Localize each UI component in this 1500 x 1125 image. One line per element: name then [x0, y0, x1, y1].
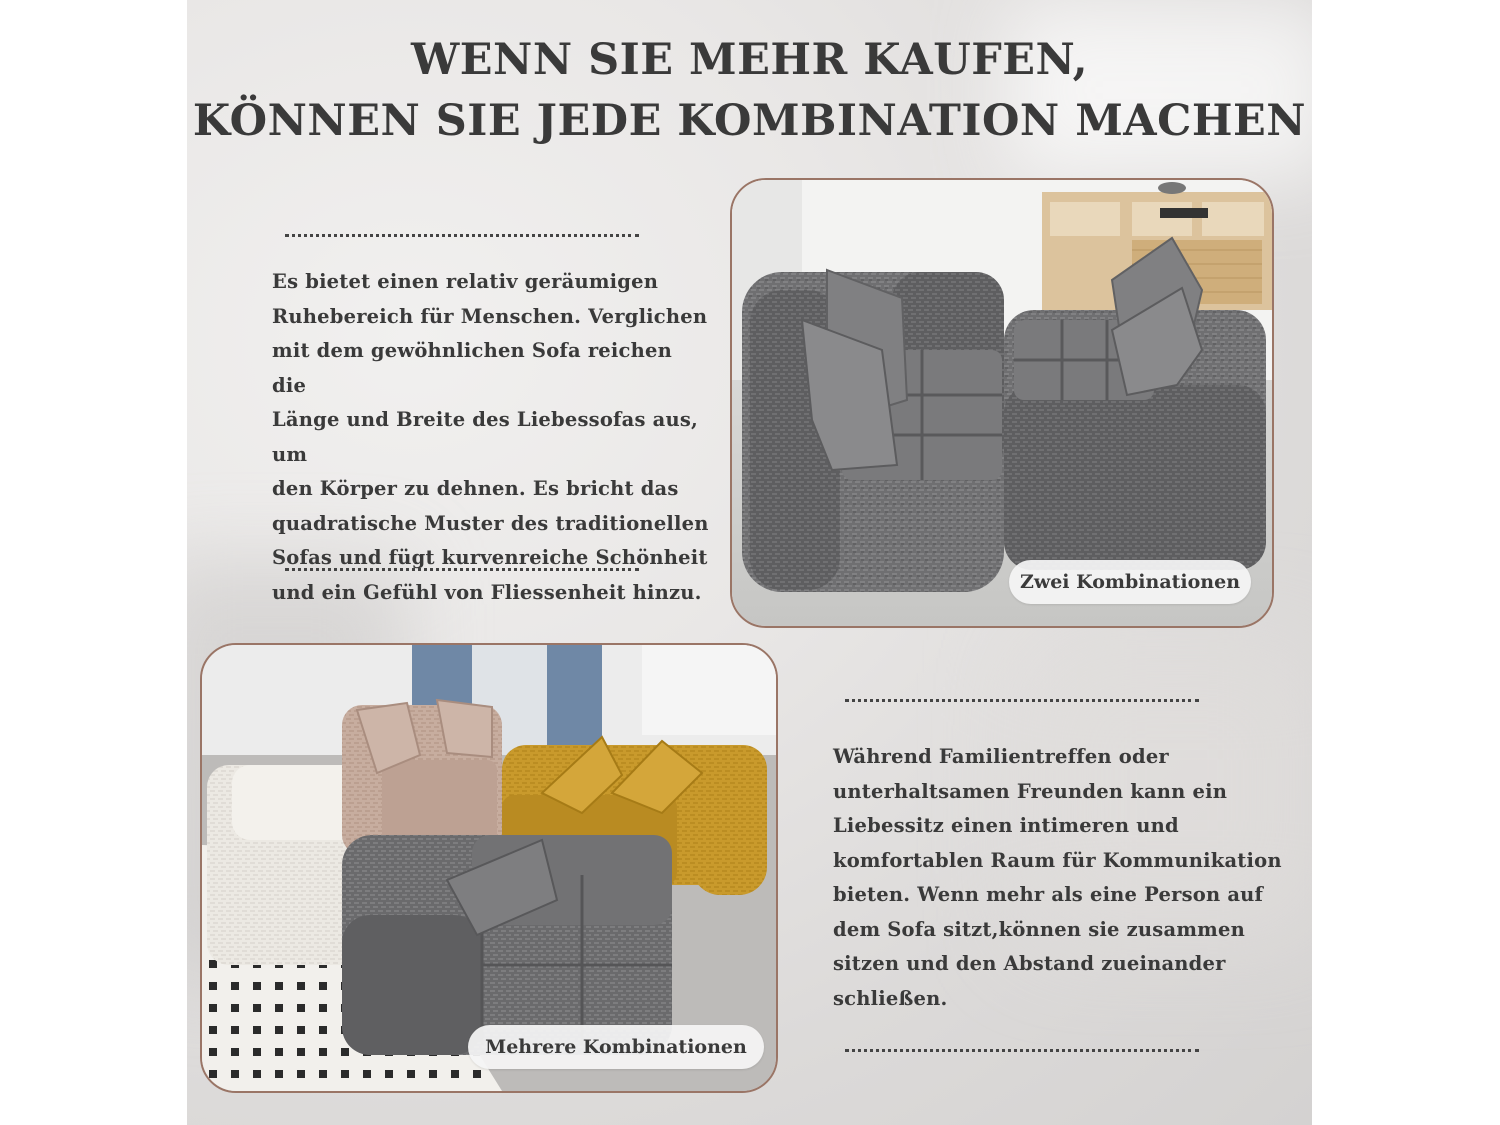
dotted-divider — [285, 234, 639, 237]
title-line-2: KÖNNEN SIE JEDE KOMBINATION MACHEN — [192, 96, 1307, 146]
text-line: unterhaltsamen Freunden kann ein — [833, 779, 1228, 803]
text-line: bieten. Wenn mehr als eine Person auf — [833, 883, 1264, 906]
product-panel — [187, 0, 1312, 1125]
description-block-2 — [833, 740, 1283, 1016]
dotted-divider — [845, 1049, 1199, 1052]
text-line: Sofas und fügt kurvenreiche Schönheit — [272, 546, 708, 569]
caption-multiple-combinations: Mehrere Kombinationen — [468, 1025, 764, 1069]
text-line: Länge und Breite des Liebessofas aus, um — [272, 408, 699, 466]
text-line: dem Sofa sitzt,können sie zusammen — [833, 917, 1245, 941]
caption-two-combinations: Zwei Kombinationen — [1009, 560, 1251, 604]
text-line: Liebessitz einen intimeren und — [833, 814, 1179, 837]
text-line: schließen. — [833, 986, 948, 1010]
text-line: Während Familientreffen oder — [833, 745, 1169, 768]
dotted-divider — [285, 568, 639, 571]
text-line: mit dem gewöhnlichen Sofa reichen die — [272, 339, 672, 397]
text-line: quadratische Muster des traditionellen — [272, 511, 709, 535]
title-line-1: WENN SIE MEHR KAUFEN, — [410, 35, 1089, 85]
text-line: den Körper zu dehnen. Es bricht das — [272, 477, 679, 500]
photo-two-combinations — [730, 178, 1274, 628]
text-line: sitzen und den Abstand zueinander — [833, 952, 1226, 975]
text-line: Es bietet einen relativ geräumigen — [272, 270, 659, 293]
photo-multiple-combinations — [200, 643, 778, 1093]
dotted-divider — [845, 699, 1199, 702]
text-line: und ein Gefühl von Fliessenheit hinzu. — [272, 580, 702, 604]
text-line: Ruhebereich für Menschen. Verglichen — [272, 304, 708, 328]
text-line: komfortablen Raum für Kommunikation — [833, 848, 1282, 872]
page-title — [187, 30, 1312, 152]
description-block-1 — [272, 265, 712, 610]
